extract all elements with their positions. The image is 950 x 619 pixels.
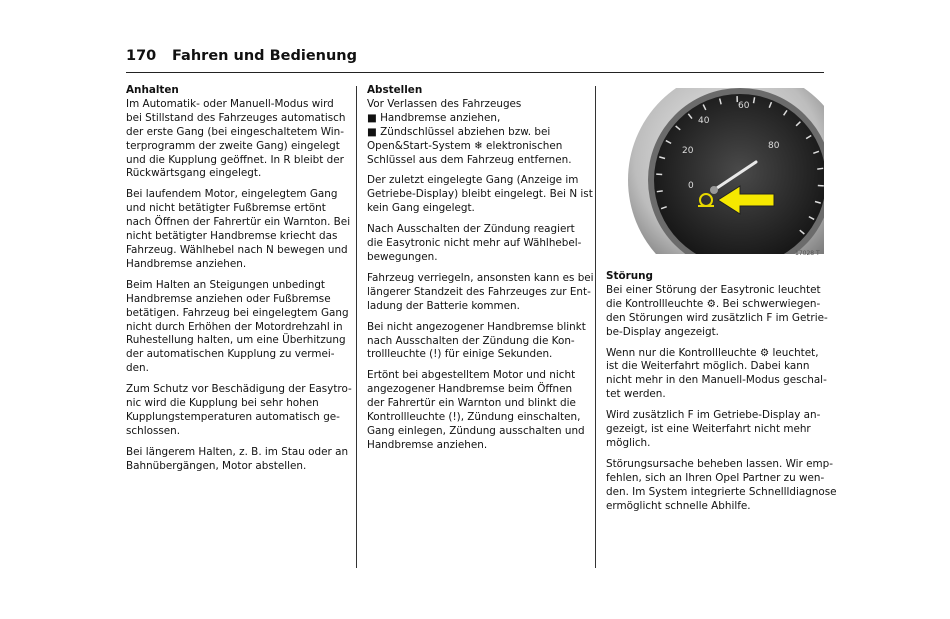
gauge-tick: [754, 97, 755, 103]
paragraph: [606, 409, 824, 451]
text-line: Bei längerem Halten, z. B. im Stau oder an: [126, 445, 349, 458]
text-line: Beim Halten an Steigungen unbedingt: [126, 278, 325, 291]
text-line: möglich.: [606, 436, 651, 449]
text-line: be-Display angezeigt.: [606, 325, 719, 338]
text-line: nicht betätigter Handbremse kriecht das: [126, 230, 338, 243]
section-heading: Abstellen: [367, 84, 423, 96]
list-item-line: Open&Start-System ❄ elektronischen: [367, 139, 563, 152]
paragraph: [126, 98, 344, 181]
paragraph: [367, 223, 585, 265]
text-line: Im Automatik- oder Manuell-Modus wird: [126, 97, 334, 110]
gauge-tick-label: 60: [738, 101, 750, 111]
text-line: Ertönt bei abgestelltem Motor und nicht: [367, 369, 576, 382]
paragraph: [367, 321, 585, 363]
paragraph: [126, 383, 352, 439]
text-line: Wenn nur die Kontrollleuchte ⚙ leuchtet,: [606, 346, 819, 359]
list-item-line: ■ Handbremse anziehen,: [367, 111, 501, 124]
gauge-tick-label: 0: [688, 181, 694, 191]
page-header: [126, 46, 824, 73]
text-line: Getriebe-Display) bleibt eingelegt. Bei N ist: [367, 188, 593, 201]
text-line: Handbremse anziehen.: [126, 257, 247, 270]
gauge-tick-label: 80: [768, 141, 780, 151]
column-anhalten: [126, 84, 352, 481]
column-abstellen: [367, 84, 594, 460]
column-divider-2: [595, 86, 596, 568]
text-line: bei Stillstand des Fahrzeuges automatisch: [126, 111, 346, 124]
text-line: trollleuchte (!) für einige Sekunden.: [367, 348, 553, 361]
page-title: Fahren und Bedienung: [172, 48, 358, 64]
text-line: Fahrzeug verriegeln, ansonsten kann es bei: [367, 271, 594, 284]
text-line: tet werden.: [606, 388, 666, 401]
figure-number: 17028 T: [795, 250, 820, 257]
text-line: Rückwärtsgang eingelegt.: [126, 167, 262, 180]
speedometer-figure: [628, 88, 824, 254]
text-line: der automatischen Kupplung zu vermei-: [126, 348, 335, 361]
text-line: betätigen. Fahrzeug bei eingelegtem Gang: [126, 306, 349, 319]
gauge-tick: [817, 168, 823, 169]
section-heading: Anhalten: [126, 84, 179, 96]
text-line: nicht mehr in den Manuell-Modus geschal-: [606, 374, 827, 387]
text-line: Fahrzeug. Wählhebel nach N bewegen und: [126, 243, 348, 256]
text-line: Handbremse anziehen.: [367, 438, 488, 451]
text-line: der erste Gang (bei eingeschaltetem Win-: [126, 125, 344, 138]
text-line: Bahnübergängen, Motor abstellen.: [126, 459, 307, 472]
text-line: den Störungen wird zusätzlich F im Getrie-: [606, 311, 828, 324]
bullet-list: [367, 112, 585, 168]
text-line: und die Kupplung geöffnet. In R bleibt der: [126, 153, 344, 166]
column-divider-1: [356, 86, 357, 568]
paragraph-group: [126, 97, 352, 474]
text-line: die Easytronic nicht mehr auf Wählhebel-: [367, 237, 582, 250]
column-stoerung: [606, 270, 837, 521]
paragraph: [606, 346, 827, 403]
paragraph: [367, 369, 585, 452]
text-line: Kupplungstemperaturen automatisch ge-: [126, 410, 340, 423]
text-line: Nach Ausschalten der Zündung reagiert: [367, 223, 575, 236]
text-line: Wird zusätzlich F im Getriebe-Display an-: [606, 409, 821, 422]
text-line: Kontrollleuchte (!), Zündung einschalten,: [367, 411, 581, 424]
text-line: angezogener Handbremse beim Öffnen: [367, 383, 573, 396]
paragraph: [126, 188, 351, 271]
text-line: bewegungen.: [367, 250, 438, 263]
text-line: nicht durch Erhöhen der Motordrehzahl in: [126, 320, 343, 333]
text-line: Handbremse anziehen oder Fußbremse: [126, 292, 331, 305]
paragraph: [367, 271, 594, 314]
text-line: nach Ausschalten der Zündung die Kon-: [367, 334, 575, 347]
paragraph: [367, 174, 593, 216]
text-line: fehlen, sich an Ihren Opel Partner zu wen-: [606, 471, 825, 484]
text-line: den.: [126, 362, 149, 375]
list-item-line: ■ Zündschlüssel abziehen bzw. bei: [367, 125, 551, 138]
text-line: und nicht betätigter Fußbremse ertönt: [126, 202, 326, 215]
page-number: 170: [126, 48, 157, 64]
paragraph-group: [367, 174, 594, 452]
gauge-tick: [657, 191, 663, 192]
text-line: ist die Weiterfahrt möglich. Dabei kann: [606, 360, 810, 373]
text-line: Bei laufendem Motor, eingelegtem Gang: [126, 188, 338, 201]
paragraph: [126, 278, 349, 376]
text-line: nic wird die Kupplung bei sehr hohen: [126, 397, 319, 410]
list-item-line: Schlüssel aus dem Fahrzeug entfernen.: [367, 153, 572, 166]
gauge-tick-label: 20: [682, 146, 694, 156]
intro-text: Vor Verlassen des Fahrzeuges: [367, 97, 522, 110]
text-line: kein Gang eingelegt.: [367, 202, 475, 215]
text-line: Zum Schutz vor Beschädigung der Easytro-: [126, 383, 352, 396]
text-line: Der zuletzt eingelegte Gang (Anzeige im: [367, 174, 579, 187]
text-line: nach Öffnen der Fahrertür ein Warnton. Bei: [126, 216, 351, 229]
text-line: der Fahrertür ein Warnton und blinkt die: [367, 397, 576, 410]
text-line: ladung der Batterie kommen.: [367, 299, 520, 312]
text-line: Gang einlegen, Zündung ausschalten und: [367, 424, 585, 437]
needle-hub: [710, 186, 718, 194]
paragraph: [126, 445, 349, 474]
text-line: gezeigt, ist eine Weiterfahrt nicht mehr: [606, 423, 811, 436]
section-heading: Störung: [606, 270, 653, 282]
text-line: Störungsursache beheben lassen. Wir emp-: [606, 457, 833, 470]
text-line: Ruhestellung halten, um eine Überhitzung: [126, 334, 346, 347]
text-line: terprogramm der zweite Gang) eingelegt: [126, 139, 340, 152]
text-line: längerer Standzeit des Fahrzeuges zur Ent-: [367, 285, 591, 298]
text-line: ermöglicht schnelle Abhilfe.: [606, 499, 751, 512]
text-line: Bei einer Störung der Easytronic leuchtet: [606, 283, 821, 296]
paragraph: [606, 283, 828, 340]
paragraph-group: [606, 283, 837, 514]
text-line: die Kontrollleuchte ⚙. Bei schwerwiegen-: [606, 297, 821, 310]
text-line: den. Im System integrierte Schnellldiagnose: [606, 485, 837, 498]
text-line: Bei nicht angezogener Handbremse blinkt: [367, 320, 586, 333]
text-line: schlossen.: [126, 424, 181, 437]
gauge-tick-label: 40: [698, 116, 710, 126]
paragraph: [606, 457, 837, 514]
